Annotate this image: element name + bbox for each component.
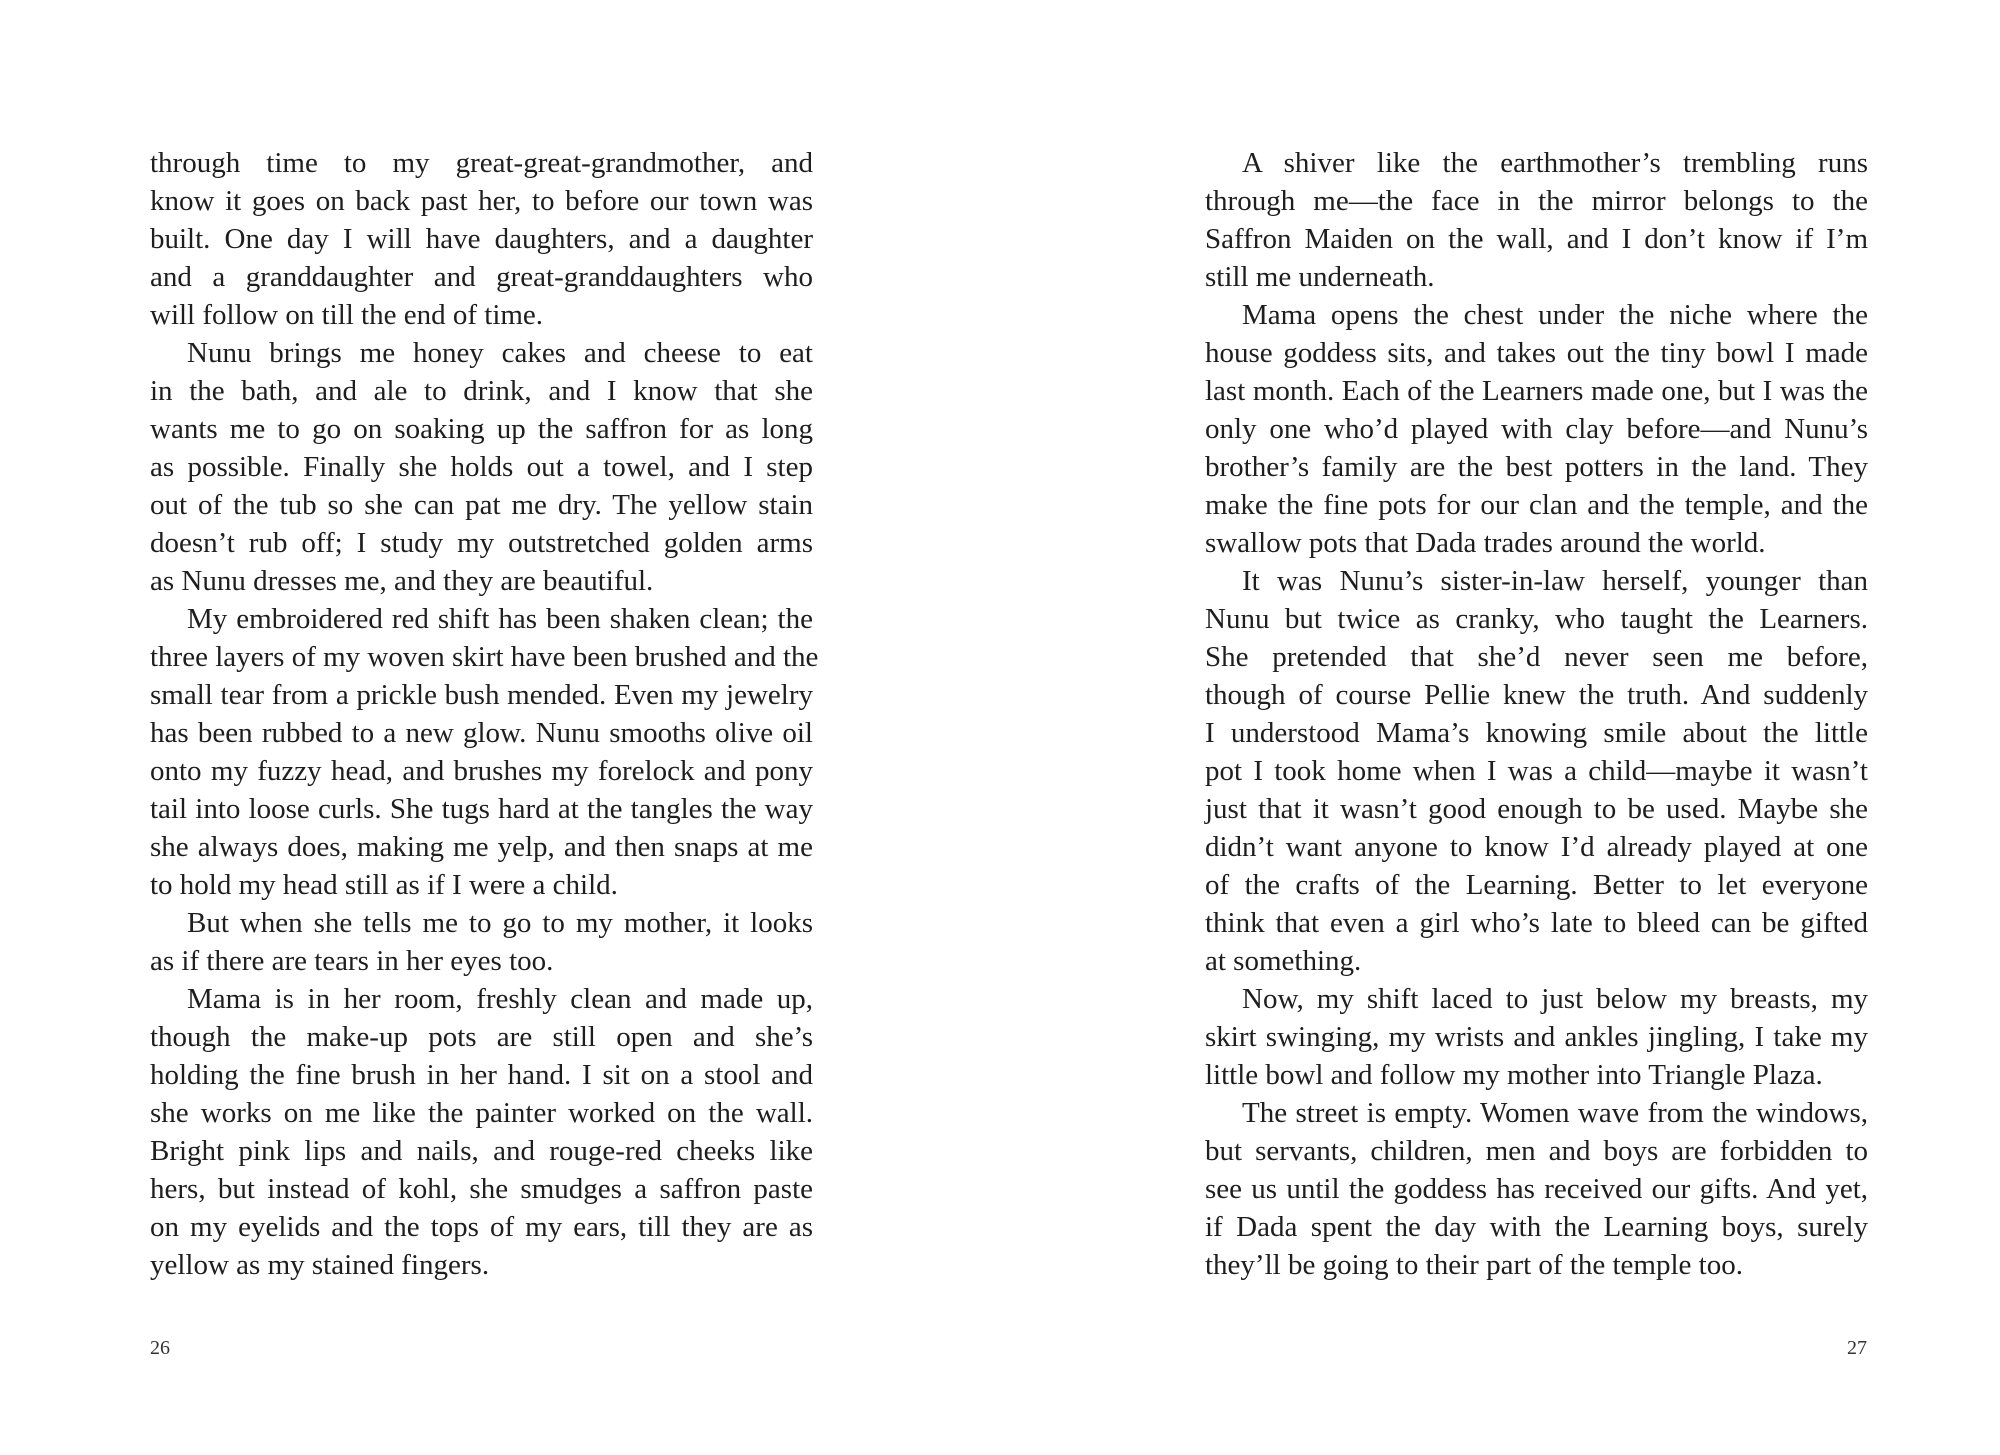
text-line: skirt swinging, my wrists and ankles jingling, I take my bbox=[1205, 1021, 1868, 1053]
text-line: they’ll be going to their part of the temple too. bbox=[1205, 1249, 1743, 1281]
right-page bbox=[1000, 0, 2000, 1455]
text-line: last month. Each of the Learners made one, but I was the bbox=[1205, 375, 1868, 407]
text-line: My embroidered red shift has been shaken clean; the bbox=[187, 603, 813, 635]
text-line: through me—the face in the mirror belongs to the bbox=[1205, 185, 1868, 217]
text-line: onto my fuzzy head, and brushes my forelock and pony bbox=[150, 755, 813, 787]
text-line: in the bath, and ale to drink, and I know that she bbox=[150, 375, 813, 407]
text-line: out of the tub so she can pat me dry. The yellow stain bbox=[150, 489, 813, 521]
text-line: and a granddaughter and great-granddaughters who bbox=[150, 261, 813, 293]
text-line: Now, my shift laced to just below my breasts, my bbox=[1242, 983, 1868, 1015]
text-line: through time to my great-great-grandmother, and bbox=[150, 147, 813, 179]
text-line: Mama is in her room, freshly clean and made up, bbox=[187, 983, 813, 1015]
text-line: swallow pots that Dada trades around the world. bbox=[1205, 527, 1766, 559]
right-page-number: 27 bbox=[1847, 1337, 1867, 1359]
text-line: hers, but instead of kohl, she smudges a saffron paste bbox=[150, 1173, 813, 1205]
text-line: Saffron Maiden on the wall, and I don’t know if I’m bbox=[1205, 223, 1868, 255]
text-line: at something. bbox=[1205, 945, 1362, 977]
text-line: small tear from a prickle bush mended. Even my jewelry bbox=[150, 679, 813, 711]
text-line: she always does, making me yelp, and then snaps at me bbox=[150, 831, 813, 863]
text-line: tail into loose curls. She tugs hard at the tangles the way bbox=[150, 793, 813, 825]
text-line: as if there are tears in her eyes too. bbox=[150, 945, 554, 977]
left-page-text bbox=[150, 144, 819, 1284]
text-line: She pretended that she’d never seen me before, bbox=[1205, 641, 1868, 673]
text-line: little bowl and follow my mother into Triangle Plaza. bbox=[1205, 1059, 1823, 1091]
text-line: think that even a girl who’s late to bleed can be gifted bbox=[1205, 907, 1868, 939]
text-line: if Dada spent the day with the Learning boys, surely bbox=[1205, 1211, 1868, 1243]
text-line: house goddess sits, and takes out the tiny bowl I made bbox=[1205, 337, 1868, 369]
text-line: I understood Mama’s knowing smile about the little bbox=[1205, 717, 1868, 749]
text-line: as possible. Finally she holds out a towel, and I step bbox=[150, 451, 813, 483]
text-line: yellow as my stained fingers. bbox=[150, 1249, 490, 1281]
text-line: though the make-up pots are still open and she’s bbox=[150, 1021, 813, 1053]
text-line: doesn’t rub off; I study my outstretched golden arms bbox=[150, 527, 813, 559]
text-line: still me underneath. bbox=[1205, 261, 1435, 293]
text-line: brother’s family are the best potters in the land. They bbox=[1205, 451, 1868, 483]
text-line: Bright pink lips and nails, and rouge-red cheeks like bbox=[150, 1135, 813, 1167]
text-line: three layers of my woven skirt have been brushed and the bbox=[150, 641, 819, 673]
text-line: A shiver like the earthmother’s trembling runs bbox=[1242, 147, 1868, 179]
text-line: built. One day I will have daughters, and a daughter bbox=[150, 223, 813, 255]
text-line: make the fine pots for our clan and the temple, and the bbox=[1205, 489, 1868, 521]
text-line: of the crafts of the Learning. Better to let everyone bbox=[1205, 869, 1868, 901]
text-line: on my eyelids and the tops of my ears, till they are as bbox=[150, 1211, 813, 1243]
text-line: Nunu but twice as cranky, who taught the Learners. bbox=[1205, 603, 1868, 635]
text-line: though of course Pellie knew the truth. And suddenly bbox=[1205, 679, 1868, 711]
text-line: know it goes on back past her, to before our town was bbox=[150, 185, 813, 217]
text-line: holding the fine brush in her hand. I sit on a stool and bbox=[150, 1059, 813, 1091]
text-line: only one who’d played with clay before—and Nunu’s bbox=[1205, 413, 1868, 445]
text-line: to hold my head still as if I were a child. bbox=[150, 869, 618, 901]
text-line: as Nunu dresses me, and they are beautiful. bbox=[150, 565, 654, 597]
text-line: But when she tells me to go to my mother, it looks bbox=[187, 907, 813, 939]
text-line: has been rubbed to a new glow. Nunu smooths olive oil bbox=[150, 717, 813, 749]
text-line: It was Nunu’s sister-in-law herself, younger than bbox=[1242, 565, 1868, 597]
text-line: Mama opens the chest under the niche where the bbox=[1242, 299, 1868, 331]
text-line: will follow on till the end of time. bbox=[150, 299, 544, 331]
text-line: wants me to go on soaking up the saffron for as long bbox=[150, 413, 813, 445]
text-line: see us until the goddess has received our gifts. And yet, bbox=[1205, 1173, 1868, 1205]
left-page-number: 26 bbox=[150, 1337, 170, 1359]
text-line: Nunu brings me honey cakes and cheese to eat bbox=[187, 337, 813, 369]
text-line: pot I took home when I was a child—maybe it wasn’t bbox=[1205, 755, 1868, 787]
text-line: didn’t want anyone to know I’d already played at one bbox=[1205, 831, 1868, 863]
text-line: but servants, children, men and boys are forbidden to bbox=[1205, 1135, 1868, 1167]
text-line: The street is empty. Women wave from the windows, bbox=[1242, 1097, 1868, 1129]
text-line: she works on me like the painter worked on the wall. bbox=[150, 1097, 813, 1129]
right-page-text bbox=[1205, 144, 1868, 1284]
text-line: just that it wasn’t good enough to be used. Maybe she bbox=[1205, 793, 1868, 825]
